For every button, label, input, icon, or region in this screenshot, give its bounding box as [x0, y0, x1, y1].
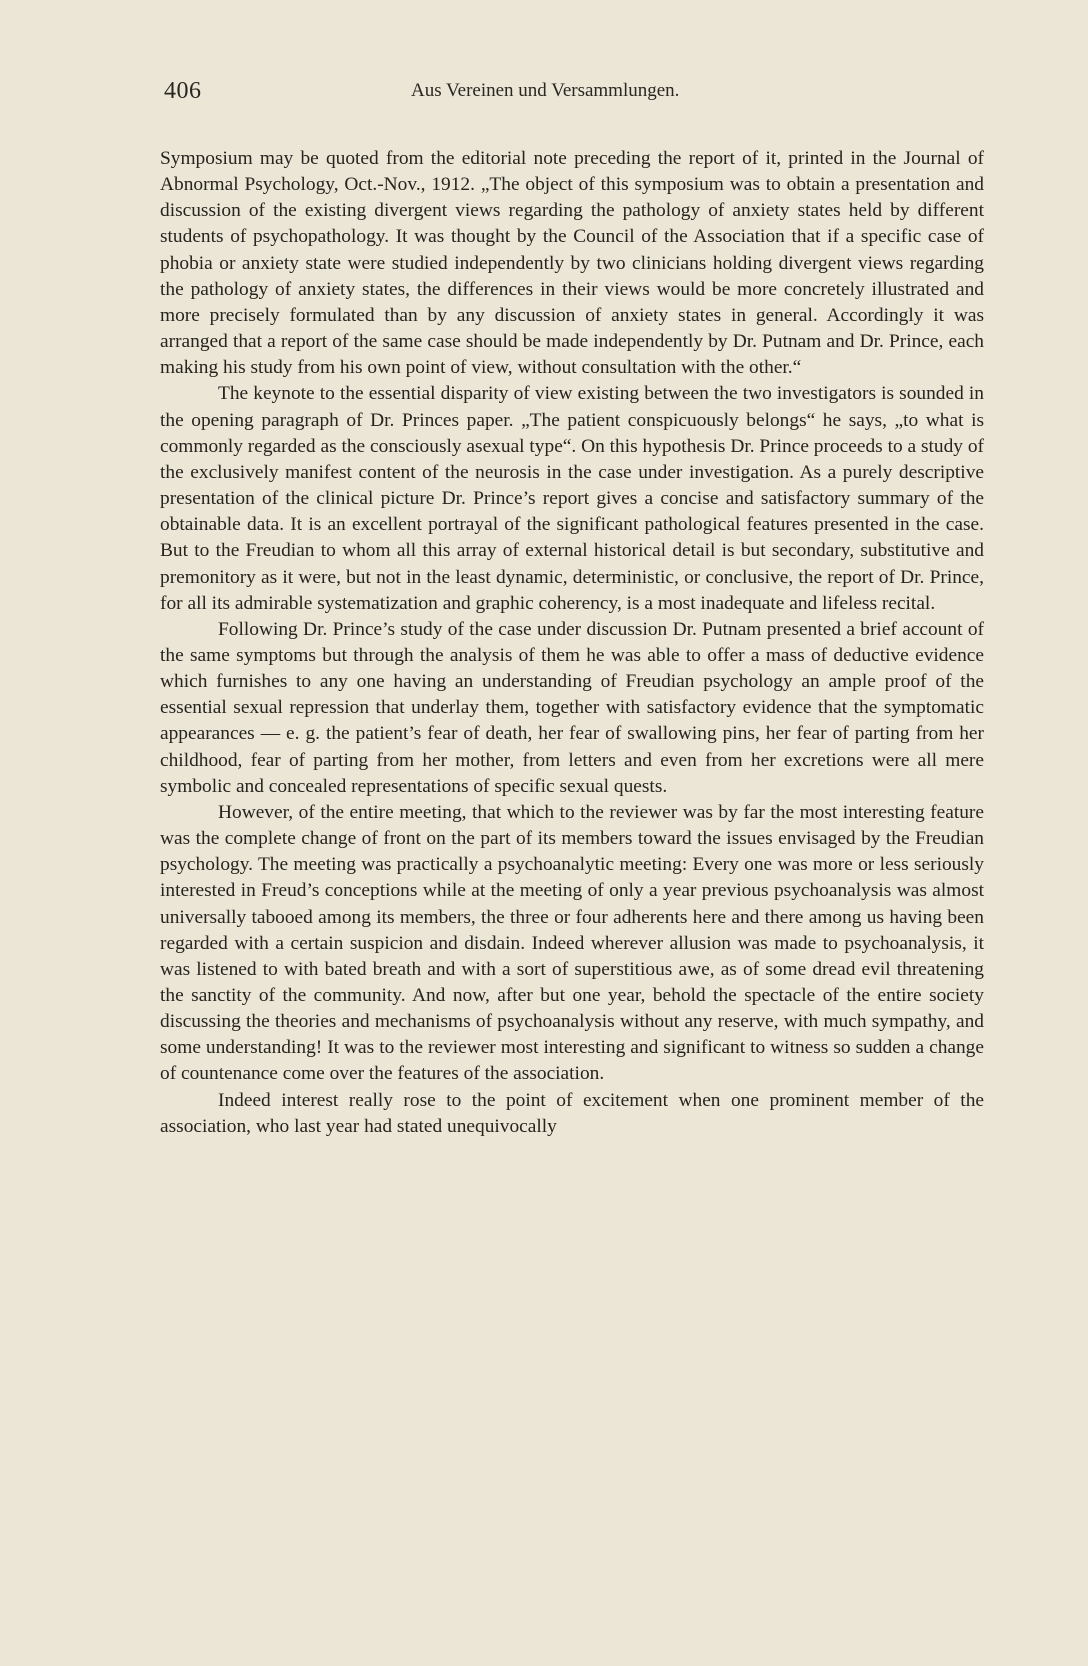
- paragraph-continuation: Symposium may be quoted from the editorial note preceding the report of it, printed in the Journal of Abnormal Psychology, Oct.-Nov., 1912. „The object of this symposium was to obtain a presentation and discussion of the existing divergent views regarding the pathology of anxiety states held by different students of psychopathology. It was thought by the Council of the Association that if a specific case of phobia or anxiety state were studied independently by two clinicians holding divergent views regarding the pathology of anxiety states, the differences in their views would be more concretely illustrated and more precisely formulated than by any discussion of anxiety states in general. Accordingly it was arranged that a report of the same case should be made independently by Dr. Putnam and Dr. Prince, each making his study from his own point of view, without consultation with the other.“: [160, 148, 984, 379]
- paragraph: However, of the entire meeting, that which to the reviewer was by far the most interesting feature was the complete change of front on the part of its members toward the issues envisaged by the Freudian psychology. The meeting was practically a psychoanalytic meeting: Every one was more or less seriously interested in Freud’s conceptions while at the meeting of only a year previous psychoanalysis was almost universally tabooed among its members, the three or four adherents here and there among us having been regarded with a certain suspicion and disdain. Indeed wherever allusion was made to psychoanalysis, it was listened to with bated breath and with a sort of superstitious awe, as of some dread evil threatening the sanctity of the community. And now, after but one year, behold the spectacle of the entire society discussing the theories and mechanisms of psychoanalysis without any reserve, with much sympathy, and some understanding! It was to the reviewer most interesting and significant to witness so sudden a change of countenance come over the features of the association.: [160, 801, 984, 1085]
- paragraph: Indeed interest really rose to the point of excitement when one prominent member of the association, who last year had stated unequivocally: [160, 1089, 984, 1137]
- page-header: [164, 78, 984, 108]
- running-title: Aus Vereinen und Versammlungen.: [411, 80, 680, 101]
- page-number: 406: [164, 78, 202, 104]
- body-text: [160, 146, 984, 1140]
- paragraph: Following Dr. Prince’s study of the case under discussion Dr. Putnam presented a brief account of the same symptoms but through the analysis of them he was able to offer a mass of deductive evidence which furnishes to any one having an understanding of Freudian psychology an ample proof of the essential sexual repression that underlay them, together with satisfactory evidence that the symptomatic appearances — e. g. the patient’s fear of death, her fear of swallowing pins, her fear of parting from her childhood, fear of parting from her mother, from letters and even from her excretions were all mere symbolic and concealed representations of specific sexual quests.: [160, 618, 984, 797]
- paragraph: The keynote to the essential disparity of view existing between the two investigators is sounded in the opening paragraph of Dr. Princes paper. „The patient conspicuously belongs“ he says, „to what is commonly regarded as the consciously asexual type“. On this hypothesis Dr. Prince proceeds to a study of the exclusively manifest content of the neurosis in the case under investigation. As a purely descriptive presentation of the clinical picture Dr. Prince’s report gives a concise and satisfactory summary of the obtainable data. It is an excellent portrayal of the significant pathological features presented in the case. But to the Freudian to whom all this array of external historical detail is but secondary, substitutive and premonitory as it were, but not in the least dynamic, deterministic, or conclusive, the report of Dr. Prince, for all its admirable systematization and graphic coherency, is a most inadequate and lifeless recital.: [160, 383, 984, 614]
